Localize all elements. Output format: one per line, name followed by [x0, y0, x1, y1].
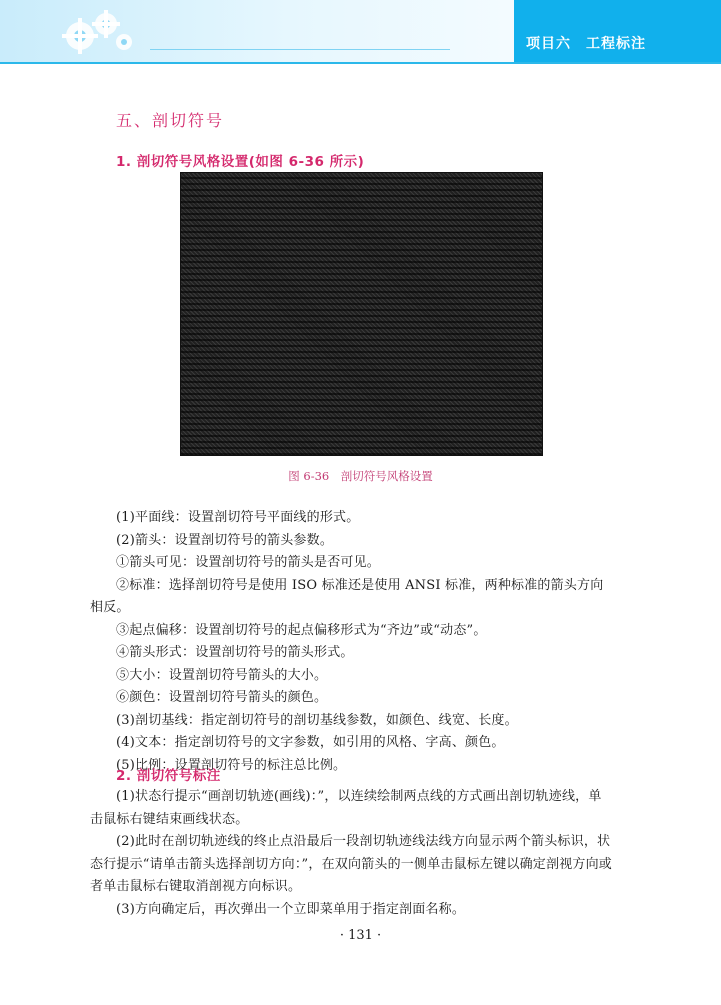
para-line: (4)文本：指定剖切符号的文字参数，如引用的风格、字高、颜色。	[116, 735, 505, 750]
para-line: (5)比例：设置剖切符号的标注总比例。	[116, 757, 347, 773]
page-header	[0, 0, 721, 62]
para-line: (2)箭头：设置剖切符号的箭头参数。	[116, 532, 334, 548]
para-line: (2)此时在剖切轨迹线的终止点沿最后一段剖切轨迹线法线方向显示两个箭头标识，状	[116, 834, 611, 849]
para-line: (1)平面线：设置剖切符号平面线的形式。	[116, 510, 360, 525]
para-line: ⑤大小：设置剖切符号箭头的大小。	[116, 667, 328, 683]
figure-6-36-image	[180, 172, 543, 456]
paragraph-list-b	[90, 786, 662, 921]
chapter-tab-label: 项目六 工程标注	[526, 36, 646, 52]
para-line: ③起点偏移：设置剖切符号的起点偏移形式为“齐边”或“动态”。	[116, 622, 487, 638]
header-divider	[0, 62, 721, 64]
para-line: 击鼠标右键结束画线状态。	[90, 811, 249, 827]
para-line: ①箭头可见：设置剖切符号的箭头是否可见。	[116, 555, 381, 570]
figure-caption: 图 6-36 剖切符号风格设置	[288, 469, 433, 483]
section-heading: 五、剖切符号	[116, 111, 225, 130]
para-line: (1)状态行提示“画剖切轨迹(画线)：”，以连续绘制两点线的方式画出剖切轨迹线，单	[116, 789, 602, 804]
para-line: (3)方向确定后，再次弹出一个立即菜单用于指定剖面名称。	[116, 901, 466, 917]
para-line: 者单击鼠标右键取消剖视方向标识。	[90, 879, 302, 894]
page-number: · 131 ·	[339, 928, 382, 943]
para-line: 相反。	[90, 600, 130, 615]
subsection-heading-2: 2. 剖切符号标注	[116, 768, 221, 784]
para-line: ⑥颜色：设置剖切符号箭头的颜色。	[116, 690, 328, 705]
header-rule	[150, 49, 450, 50]
para-line: ④箭头形式：设置剖切符号的箭头形式。	[116, 645, 354, 660]
paragraph-list-a	[90, 507, 662, 777]
gears-icon	[58, 6, 148, 58]
subsection-heading-1: 1. 剖切符号风格设置(如图 6-36 所示)	[116, 154, 365, 170]
para-line: ②标准：选择剖切符号是使用 ISO 标准还是使用 ANSI 标准，两种标准的箭头方向	[116, 577, 604, 593]
para-line: (3)剖切基线：指定剖切符号的剖切基线参数，如颜色、线宽、长度。	[116, 712, 518, 728]
para-line: 态行提示“请单击箭头选择剖切方向：”，在双向箭头的一侧单击鼠标左键以确定剖视方向或	[90, 856, 612, 872]
